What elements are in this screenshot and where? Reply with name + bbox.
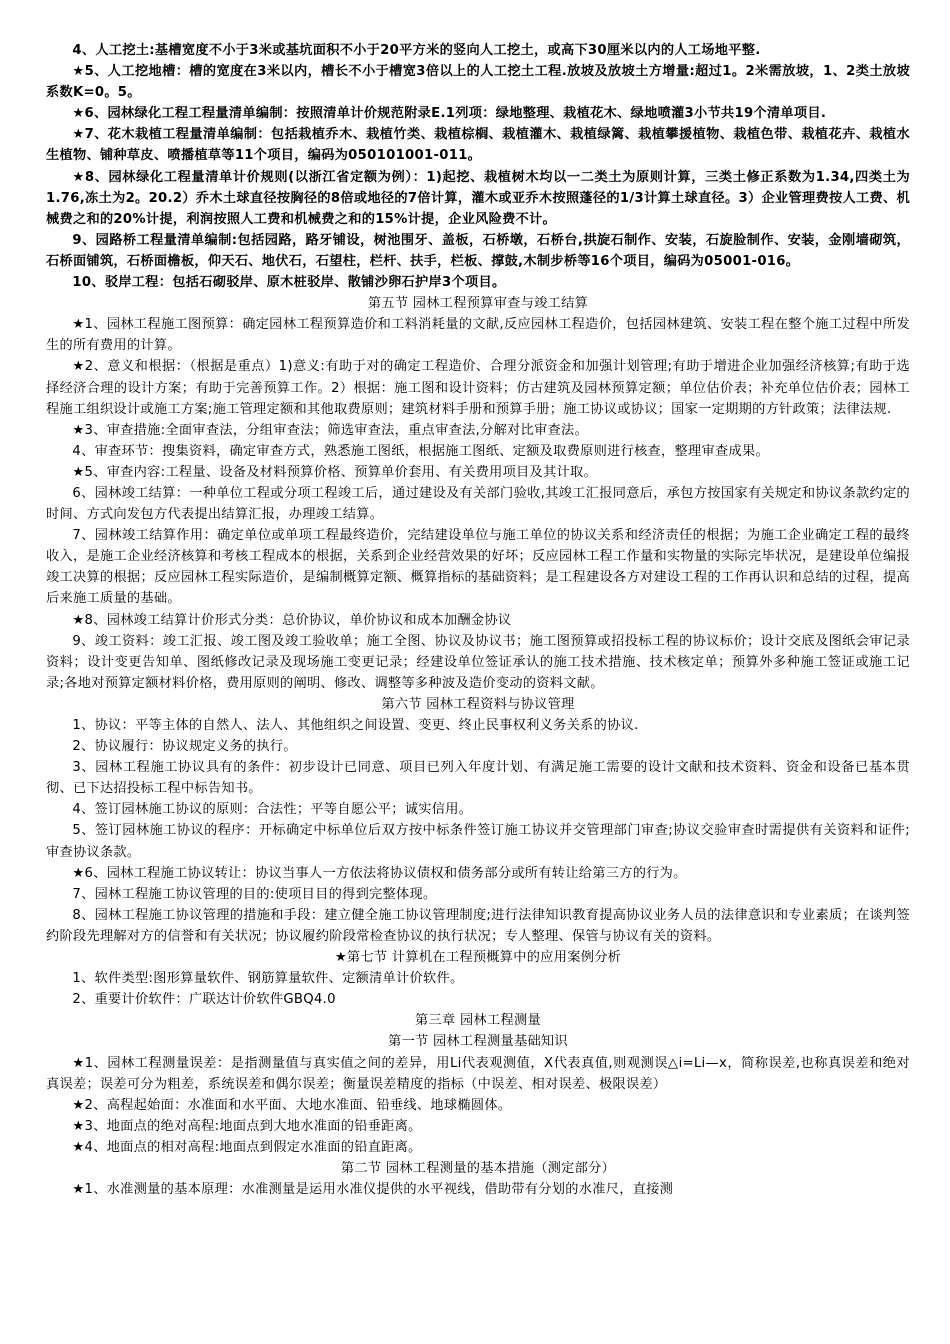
section-heading: 第五节 园林工程预算审查与竣工结算 [367, 296, 589, 312]
paragraph: ★4、地面点的相对高程:地面点到假定水准面的铅直距离。 [72, 1139, 422, 1155]
section-heading: 第六节 园林工程资料与协议管理 [381, 696, 575, 712]
paragraph: 2、重要计价软件：广联达计价软件GBQ4.0 [72, 992, 336, 1008]
document-page [46, 40, 910, 1200]
paragraph: 6、园林竣工结算：一种单位工程或分项工程竣工后，通过建设及有关部门验收,其竣工汇报同意后，承包方按国家有关规定和协议条款约定的时间、方式向发包方代表提出结算汇报，办理竣工结算。 [46, 485, 910, 523]
section-heading: 第二节 园林工程测量的基本措施（测定部分） [340, 1160, 616, 1176]
paragraph: ★5、人工挖地槽：槽的宽度在3米以内，槽长不小于槽宽3倍以上的人工挖土工程.放坡及放坡土方增量:超过1。2米需放坡，1、2类土放坡系数K=0。5。 [46, 64, 910, 101]
paragraph: ★1、水准测量的基本原理：水准测量是运用水准仪提供的水平视线，借助带有分划的水准尺，直接测 [72, 1182, 674, 1198]
paragraph: ★5、审查内容:工程量、设备及材料预算价格、预算单价套用、有关费用项目及其计取。 [72, 464, 597, 480]
paragraph: 4、签订园林施工协议的原则：合法性；平等自愿公平；诚实信用。 [72, 802, 473, 818]
paragraph: ★1、园林工程施工图预算：确定园林工程预算造价和工料消耗量的文献,反应园林工程造价，包括园林建筑、安装工程在整个施工过程中所发生的所有费用的计算。 [46, 317, 910, 354]
paragraph: 9、园路桥工程量清单编制:包括园路，路牙铺设，树池围牙、盖板，石桥墩，石桥台,拱旋石制作、安装，石旋脸制作、安装，金刚墙砌筑，石桥面铺筑，石桥面檐板，仰天石、地伏石，石望柱，栏杆、扶手，栏板、撑鼓,木制步桥等16个项目，编码为05001-016。 [46, 232, 910, 269]
paragraph: 5、签订园林施工协议的程序：开标确定中标单位后双方按中标条件签订施工协议并交管理部门审查;协议交验审查时需提供有关资料和证件;审查协议条款。 [46, 823, 910, 860]
paragraph: ★3、地面点的绝对高程:地面点到大地水准面的铅垂距离。 [72, 1118, 422, 1134]
paragraph: ★2、意义和根据：（根据是重点）1)意义:有助于对的确定工程造价、合理分派资金和加强计划管理;有助于增进企业加强经济核算;有助于选择经济合理的设计方案；有助于完善预算工作。2）根据：施工图和设计资料；仿古建筑及园林预算定额；单位估价表；补充单位估价表；园林工程施工组织设计或施工方案;施工管理定额和其他取费原则；建筑材料手册和预算手册；施工协议或协议；国家一定期期的方针政策；法律法规. [46, 359, 910, 417]
paragraph: ★8、园林绿化工程量清单计价规则(以浙江省定额为例）：1)起挖、栽植树木均以一二类土为原则计算，三类土修正系数为1.34,四类土为1.76,冻土为2。20.2）乔木土球直径按胸径的8倍或地径的7倍计算，灌木或亚乔木按照蓬径的1/3计算土球直径。3）企业管理费按人工费、机械费之和的20%计提，利润按照人工费和机械费之和的15%计提，企业风险费不计。 [46, 169, 910, 227]
paragraph: 9、竣工资料：竣工汇报、竣工图及竣工验收单；施工全图、协议及协议书；施工图预算或招投标工程的协议标价；设计交底及图纸会审记录资料；设计变更告知单、图纸修改记录及现场施工变更记录；经建设单位签证承认的施工技术措施、技术核定单；预算外多种施工签证或施工记录;各地对预算定额材料价格，费用原则的阐明、修改、调整等多种波及造价变动的资料文献。 [46, 633, 910, 691]
paragraph: 4、审查环节：搜集资料，确定审查方式，熟悉施工图纸，根据施工图纸、定额及取费原则进行核查，整理审查成果。 [72, 443, 769, 459]
section-heading: 第三章 园林工程测量 [415, 1013, 541, 1029]
paragraph: ★6、园林绿化工程工程量清单编制：按照清单计价规范附录E.1列项：绿地整理、栽植花木、绿地喷灌3小节共19个清单项目. [72, 106, 827, 122]
paragraph: 4、人工挖土:基槽宽度不小于3米或基坑面积不小于20平方米的竖向人工挖土，或高下30厘米以内的人工场地平整. [72, 43, 761, 58]
paragraph: 8、园林工程施工协议管理的措施和手段：建立健全施工协议管理制度;进行法律知识教育提高协议业务人员的法律意识和专业素质；在谈判签约阶段先理解对方的信誉和有关状况；协议履约阶段常检查协议的执行状况；专人整理、保管与协议有关的资料。 [46, 907, 910, 944]
paragraph: ★1、园林工程测量误差：是指测量值与真实值之间的差异，用Li代表观测值，X代表真值,则观测误△i=Li—x，简称误差,也称真误差和绝对真误差；误差可分为粗差，系统误差和偶尔误差；衡量误差精度的指标（中误差、相对误差、极限误差） [46, 1055, 910, 1092]
paragraph: ★7、花木栽植工程量清单编制：包括栽植乔木、栽植竹类、栽植棕榈、栽植灌木、栽植绿篱、栽植攀援植物、栽植色带、栽植花卉、栽植水生植物、铺种草皮、喷播植草等11个项目，编码为050101001-011。 [46, 127, 910, 164]
paragraph: 7、园林竣工结算作用：确定单位或单项工程最终造价，完结建设单位与施工单位的协议关系和经济责任的根据；为施工企业确定工程的最终收入，是施工企业经济核算和考核工程成本的根据，关系到企业经营效果的好坏；反应园林工程工作量和实物量的实际完毕状况，是建设单位编报竣工决算的根据；反应园林工程实际造价，是编制概算定额、概算指标的基础资料；是工程建设各方对建设工程的工作再认识和总结的过程，提高后来施工质量的基础。 [46, 528, 910, 607]
paragraph: 1、软件类型:图形算量软件、钢筋算量软件、定额清单计价软件。 [72, 971, 464, 987]
paragraph: 7、园林工程施工协议管理的目的:使项目目的得到完整体现。 [72, 886, 437, 902]
paragraph: ★6、园林工程施工协议转让：协议当事人一方依法将协议债权和债务部分或所有转让给第三方的行为。 [72, 865, 687, 881]
paragraph: ★8、园林竣工结算计价形式分类：总价协议，单价协议和成本加酬金协议 [72, 612, 512, 628]
paragraph: 3、园林工程施工协议具有的条件：初步设计已同意、项目已列入年度计划、有满足施工需要的设计文献和技术资料、资金和设备已基本贯彻、已下达招投标工程中标告知书。 [46, 760, 910, 797]
paragraph: 2、协议履行：协议规定义务的执行。 [72, 739, 297, 755]
paragraph: ★2、高程起始面：水准面和水平面、大地水准面、铅垂线、地球椭圆体。 [72, 1097, 512, 1113]
paragraph: ★3、审查措施:全面审查法，分组审查法；筛选审查法，重点审查法,分解对比审查法。 [72, 422, 588, 438]
section-heading: 第一节 园林工程测量基础知识 [388, 1034, 568, 1050]
paragraph: 1、协议：平等主体的自然人、法人、其他组织之间设置、变更、终止民事权利义务关系的协议. [72, 718, 639, 733]
paragraph: 10、驳岸工程：包括石砌驳岸、原木桩驳岸、散铺沙卵石护岸3个项目。 [72, 275, 506, 291]
section-heading: ★第七节 计算机在工程预概算中的应用案例分析 [334, 950, 622, 966]
